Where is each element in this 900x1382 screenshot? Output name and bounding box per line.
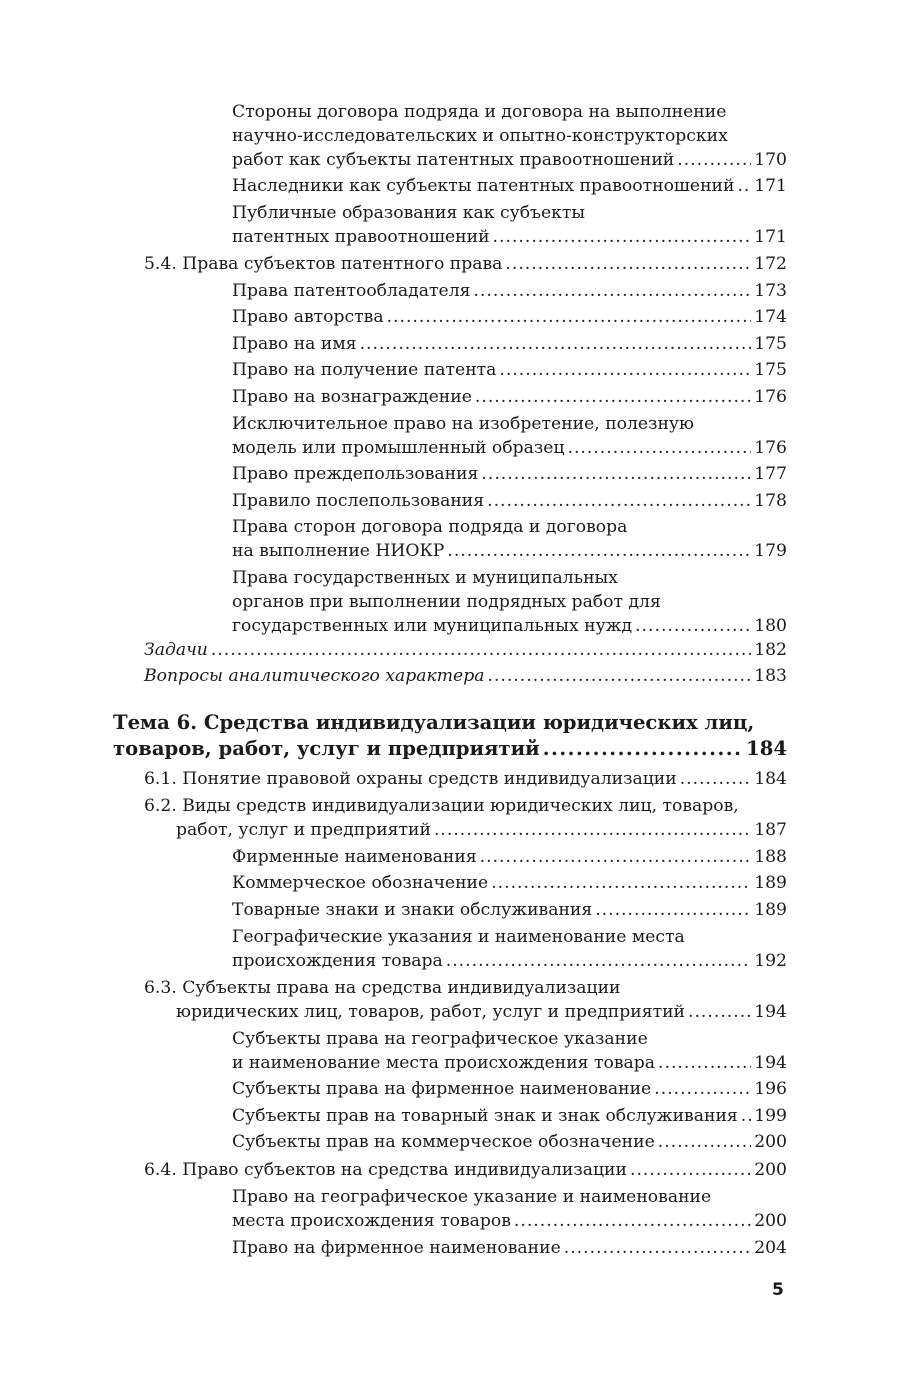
page-ref: 204 (754, 1238, 787, 1258)
toc-entry[interactable] (232, 1236, 787, 1260)
toc-entry-text: юридических лиц, товаров, работ, услуг и предприятий (176, 1002, 685, 1022)
page-ref: 180 (754, 616, 787, 636)
dot-leader (658, 1051, 751, 1075)
toc-entry-text: Наследники как субъекты патентных правоотношений (232, 176, 735, 196)
toc-entry[interactable] (232, 279, 787, 303)
toc-entry-text: Субъекты права на географическое указание (232, 1029, 648, 1049)
toc-section-continuation[interactable] (176, 1000, 787, 1024)
dot-leader (567, 436, 751, 460)
toc-entry-text: Географические указания и наименование места (232, 927, 685, 947)
dot-leader (446, 949, 751, 973)
dot-leader (564, 1236, 751, 1260)
toc-entry-text: Право на имя (232, 334, 357, 354)
toc-entry-text: Субъекты прав на коммерческое обозначение (232, 1132, 655, 1152)
toc-entry-text: 5.4. Права субъектов патентного права (144, 254, 503, 274)
toc-topic-text: товаров, работ, услуг и предприятий (113, 737, 540, 760)
toc-entry[interactable] (232, 332, 787, 356)
page-ref: 171 (754, 176, 787, 196)
toc-entry-text: Стороны договора подряда и договора на выполнение (232, 102, 727, 122)
toc-entry-text: Права государственных и муниципальных (232, 568, 618, 588)
dot-leader (487, 489, 751, 513)
toc-entry[interactable] (232, 462, 787, 486)
toc-entry[interactable] (232, 412, 787, 460)
page-ref: 184 (754, 769, 787, 789)
dot-leader (491, 871, 751, 895)
dot-leader (737, 174, 751, 198)
page-ref: 173 (754, 281, 787, 301)
toc-section[interactable] (144, 638, 787, 662)
toc-section[interactable] (144, 664, 787, 688)
toc-entry-text: Субъекты права на фирменное наименование (232, 1079, 652, 1099)
dot-leader (654, 1077, 751, 1101)
toc-topic-text: Тема 6. Средства индивидуализации юридических лиц, (113, 711, 755, 734)
dot-leader (680, 767, 751, 791)
toc-entry[interactable] (232, 898, 787, 922)
toc-entry[interactable] (232, 1104, 787, 1128)
dot-leader (493, 225, 752, 249)
toc-entry-text: модель или промышленный образец (232, 438, 565, 458)
toc-entry[interactable] (232, 1130, 787, 1154)
toc-entry[interactable] (232, 385, 787, 409)
toc-entry-text: на выполнение НИОКР (232, 541, 445, 561)
toc-entry-text: места происхождения товаров (232, 1211, 511, 1231)
toc-entry[interactable] (232, 174, 787, 198)
toc-section[interactable] (144, 767, 787, 791)
page-ref: 194 (754, 1002, 787, 1022)
toc-entry-text: Право на получение патента (232, 360, 497, 380)
dot-leader (543, 736, 743, 762)
toc-entry-text: Задачи (144, 640, 208, 660)
page-ref: 200 (754, 1160, 787, 1180)
page-ref: 200 (754, 1132, 787, 1152)
dot-leader (677, 148, 751, 172)
page-ref: 176 (754, 438, 787, 458)
toc-entry[interactable] (232, 201, 787, 249)
page-ref: 172 (754, 254, 787, 274)
page-ref: 175 (754, 334, 787, 354)
dot-leader (514, 1209, 751, 1233)
toc-topic-heading[interactable] (113, 710, 787, 762)
page-ref: 177 (754, 464, 787, 484)
toc-entry-text: Вопросы аналитического характера (144, 666, 485, 686)
toc-entry-text: органов при выполнении подрядных работ для (232, 592, 661, 612)
toc-entry-text: Право авторства (232, 307, 384, 327)
toc-entry[interactable] (232, 305, 787, 329)
toc-entry-text: Право на фирменное наименование (232, 1238, 561, 1258)
page-ref: 192 (754, 951, 787, 971)
toc-entry-text: Публичные образования как субъекты (232, 203, 586, 223)
page-number: 5 (772, 1280, 784, 1300)
toc-entry-text: работ как субъекты патентных правоотношений (232, 150, 675, 170)
toc-entry[interactable] (232, 1027, 787, 1075)
dot-leader (387, 305, 752, 329)
toc-entry-text: 6.4. Право субъектов на средства индивидуализации (144, 1160, 627, 1180)
page-ref: 171 (754, 227, 787, 247)
dot-leader (211, 638, 751, 662)
toc-entry-text: Коммерческое обозначение (232, 873, 489, 893)
toc-section[interactable] (144, 976, 787, 1000)
toc-entry-text: происхождения товара (232, 951, 443, 971)
dot-leader (630, 1158, 751, 1182)
page-ref: 184 (746, 737, 787, 760)
toc-entry[interactable] (232, 489, 787, 513)
toc-entry-text: Правило послепользования (232, 491, 485, 511)
toc-section[interactable] (144, 794, 787, 818)
toc-entry-text: и наименование места происхождения товара (232, 1053, 656, 1073)
toc-entry-text: Субъекты прав на товарный знак и знак обслуживания (232, 1106, 738, 1126)
toc-entry[interactable] (232, 845, 787, 869)
page-ref: 182 (754, 640, 787, 660)
page-ref: 196 (754, 1079, 787, 1099)
toc-entry-text: 6.3. Субъекты права на средства индивидуализации (144, 978, 621, 998)
dot-leader (475, 385, 751, 409)
dot-leader (505, 252, 751, 276)
dot-leader (481, 462, 751, 486)
toc-entry-text: Право преждепользования (232, 464, 479, 484)
toc-entry-text: государственных или муниципальных нужд (232, 616, 633, 636)
dot-leader (480, 845, 752, 869)
toc-entry[interactable] (232, 100, 787, 172)
dot-leader (658, 1130, 751, 1154)
page-ref: 178 (754, 491, 787, 511)
page-ref: 170 (754, 150, 787, 170)
toc-section[interactable] (144, 1158, 787, 1182)
toc-entry[interactable] (232, 566, 787, 638)
toc-entry-text: Исключительное право на изобретение, полезную (232, 414, 694, 434)
toc-section[interactable] (144, 252, 787, 276)
toc-entry-text: патентных правоотношений (232, 227, 490, 247)
toc-entry[interactable] (232, 871, 787, 895)
toc-entry-text: Права сторон договора подряда и договора (232, 517, 628, 537)
dot-leader (434, 818, 751, 842)
toc-entry-text: Товарные знаки и знаки обслуживания (232, 900, 593, 920)
toc-entry-text: 6.2. Виды средств индивидуализации юридических лиц, товаров, (144, 796, 739, 816)
page-ref: 187 (754, 820, 787, 840)
dot-leader (741, 1104, 751, 1128)
toc-entry-text: Право на вознаграждение (232, 387, 472, 407)
dot-leader (360, 332, 752, 356)
toc-entry-text: работ, услуг и предприятий (176, 820, 431, 840)
toc-entry[interactable] (232, 925, 787, 973)
toc-entry-text: Фирменные наименования (232, 847, 477, 867)
toc-entry[interactable] (232, 515, 787, 563)
page-ref: 194 (754, 1053, 787, 1073)
page-ref: 175 (754, 360, 787, 380)
dot-leader (487, 664, 751, 688)
dot-leader (499, 358, 751, 382)
page-ref: 189 (754, 900, 787, 920)
dot-leader (473, 279, 751, 303)
toc-entry-text: Права патентообладателя (232, 281, 471, 301)
toc-section-continuation[interactable] (176, 818, 787, 842)
page-ref: 199 (754, 1106, 787, 1126)
page-ref: 183 (754, 666, 787, 686)
toc-entry[interactable] (232, 358, 787, 382)
toc-entry-text: научно-исследовательских и опытно-конструкторских (232, 126, 728, 146)
dot-leader (447, 539, 751, 563)
toc-entry-text: 6.1. Понятие правовой охраны средств индивидуализации (144, 769, 677, 789)
toc-entry-text: Право на географическое указание и наименование (232, 1187, 712, 1207)
dot-leader (595, 898, 751, 922)
page-ref: 179 (754, 541, 787, 561)
page-ref: 189 (754, 873, 787, 893)
page-ref: 188 (754, 847, 787, 867)
dot-leader (635, 614, 751, 638)
dot-leader (688, 1000, 751, 1024)
toc-entry[interactable] (232, 1185, 787, 1233)
page-ref: 200 (754, 1211, 787, 1231)
page-ref: 176 (754, 387, 787, 407)
toc-entry[interactable] (232, 1077, 787, 1101)
page-ref: 174 (754, 307, 787, 327)
